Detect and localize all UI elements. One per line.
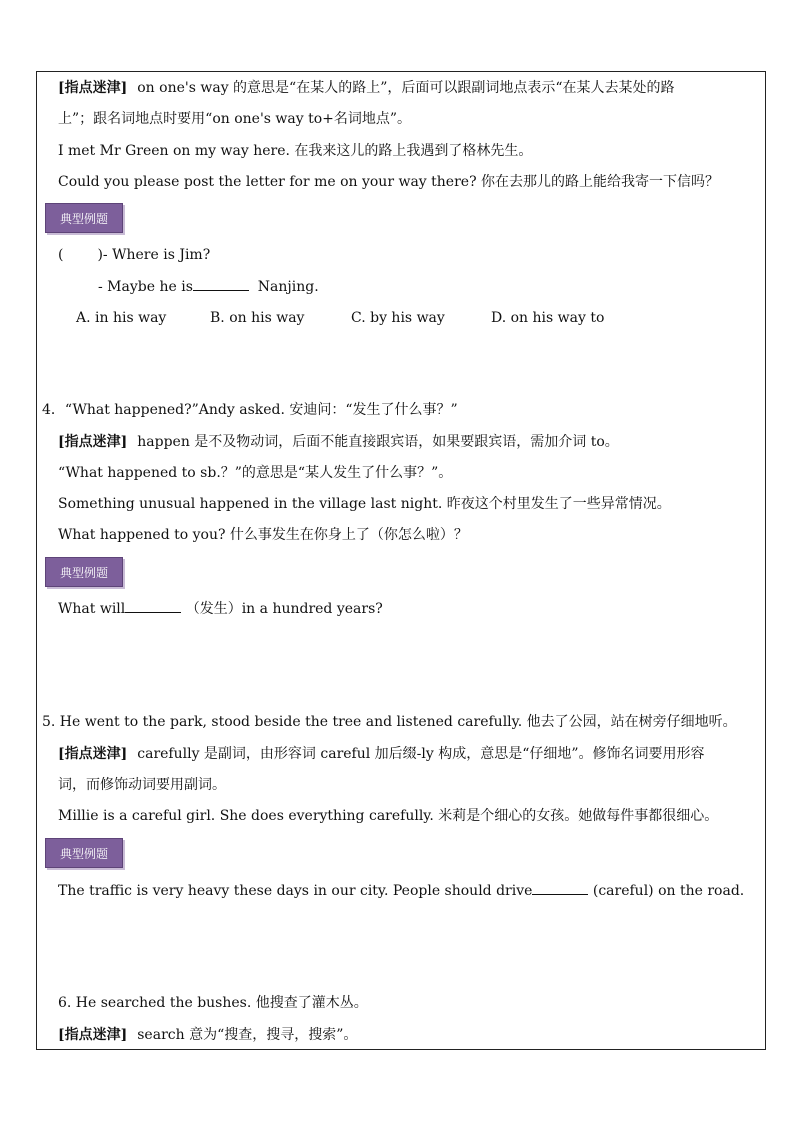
tip-tag: [指点迷津] xyxy=(58,80,128,96)
option-d[interactable]: D. on his way to xyxy=(491,310,605,326)
option-b[interactable]: B. on his way xyxy=(210,310,305,326)
question-text: - Maybe he is xyxy=(98,279,193,295)
content-frame xyxy=(36,71,766,1050)
example-sentence: I met Mr Green on my way here. 在我来这儿的路上我遇到了格林先生。 xyxy=(58,143,533,159)
tip-line xyxy=(58,744,705,764)
example-sentence: Something unusual happened in the village last night. 昨夜这个村里发生了一些异常情况。 xyxy=(58,496,671,512)
exercise-line xyxy=(58,880,744,901)
fill-in-blank[interactable] xyxy=(532,880,588,895)
example-sentence: Could you please post the letter for me on your way there? 你在去那儿的路上能给我寄一下信吗？ xyxy=(58,174,720,190)
exercise-line xyxy=(58,598,383,619)
tip-text: on one's way 的意思是“在某人的路上”，后面可以跟副词地点表示“在某人去某处的路 xyxy=(137,80,675,96)
question-line-2 xyxy=(98,276,319,297)
question-text: )- Where is Jim? xyxy=(97,247,211,263)
tip-text: carefully 是副词，由形容词 careful 加后缀-ly 构成，意思是“仔细地”。修饰名词要用形容 xyxy=(137,746,705,762)
tip-tag: [指点迷津] xyxy=(58,1027,128,1043)
tip-text: search 意为“搜查，搜寻，搜索”。 xyxy=(137,1027,358,1043)
tip-line-continued: 词，而修饰动词要用副词。 xyxy=(58,777,226,793)
tip-line-continued: 上”；跟名词地点时要用“on one's way to+名词地点”。 xyxy=(58,111,412,127)
example-sentence: Millie is a careful girl. She does everything carefully. 米莉是个细心的女孩。她做每件事都很细心。 xyxy=(58,808,719,824)
tip-text: happen 是不及物动词，后面不能直接跟宾语，如果要跟宾语，需加介词 to。 xyxy=(137,434,619,450)
exercise-text: (careful) on the road. xyxy=(592,883,745,899)
tip-line xyxy=(58,1025,357,1045)
section-heading: 5. He went to the park, stood beside the tree and listened carefully. 他去了公园，站在树旁仔细地听。 xyxy=(42,714,737,730)
typical-example-badge: 典型例题 xyxy=(45,838,123,868)
exercise-text: What will xyxy=(58,601,126,617)
answer-paren-open: ( xyxy=(58,247,64,263)
example-sentence: What happened to you? 什么事发生在你身上了（你怎么啦）？ xyxy=(58,527,468,543)
tip-tag: [指点迷津] xyxy=(58,434,128,450)
tip-tag: [指点迷津] xyxy=(58,746,128,762)
tip-line-continued: “What happened to sb.？”的意思是“某人发生了什么事？”。 xyxy=(58,465,453,481)
fill-in-blank[interactable] xyxy=(193,276,249,291)
exercise-text: The traffic is very heavy these days in our city. People should drive xyxy=(58,883,533,899)
exercise-text: （发生）in a hundred years? xyxy=(185,601,383,617)
question-line xyxy=(58,245,210,265)
typical-example-badge: 典型例题 xyxy=(45,557,123,587)
option-a[interactable]: A. in his way xyxy=(76,310,167,326)
tip-line xyxy=(58,78,675,98)
question-text: Nanjing. xyxy=(257,279,319,295)
typical-example-badge: 典型例题 xyxy=(45,203,123,233)
fill-in-blank[interactable] xyxy=(125,598,181,613)
option-c[interactable]: C. by his way xyxy=(351,310,445,326)
tip-line xyxy=(58,432,619,452)
section-heading: 4．“What happened?”Andy asked. 安迪问：“发生了什么事？” xyxy=(42,402,458,418)
section-heading: 6. He searched the bushes. 他搜查了灌木丛。 xyxy=(58,995,368,1011)
